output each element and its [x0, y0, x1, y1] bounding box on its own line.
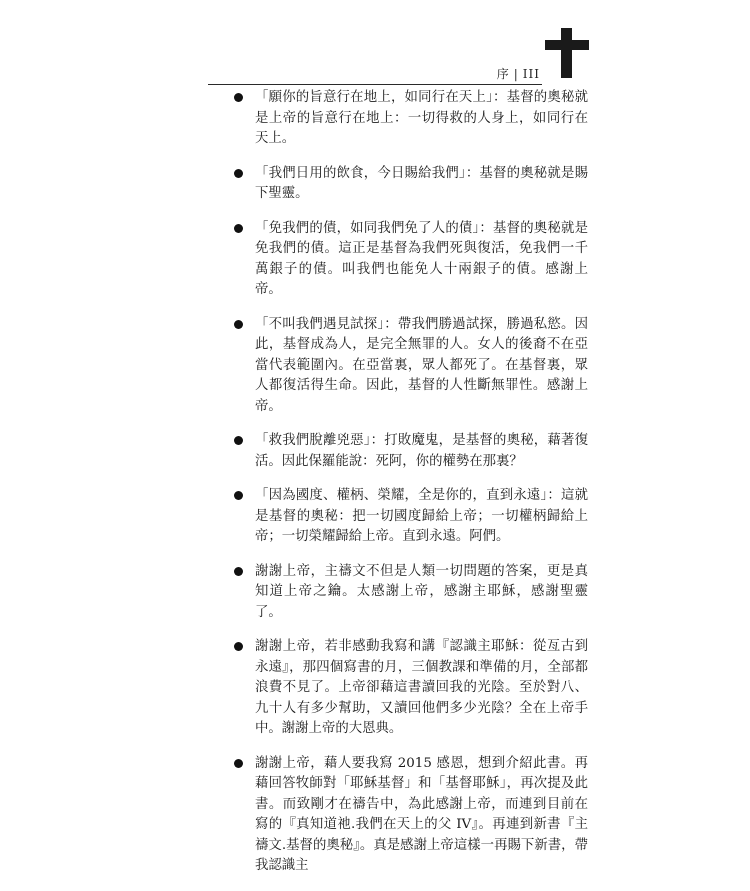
list-item-text: 「不叫我們遇見試探」：帶我們勝過試探，勝過私慾。因此，基督成為人，是完全無罪的人。女人的後裔不在亞當代表範圍內。在亞當裏，眾人都死了。在基督裏，眾人都復活得生命。因此，基督的人性斷無罪性。感謝上帝。 — [255, 316, 588, 414]
cross-horizontal-bar — [545, 40, 589, 50]
running-head — [430, 65, 540, 82]
list-item-text: 謝謝上帝，若非感動我寫和講『認識主耶穌：從亙古到永遠』，那四個寫書的月，三個教課和準備的月，全部都浪費不見了。上帝卻藉這書讀回我的光陰。至於對八、九十人有多少幫助，又讀回他們多少光陰？全在上帝手中。謝謝上帝的大恩典。 — [255, 639, 588, 736]
bullet-icon — [234, 436, 243, 445]
page-number: III — [522, 67, 540, 81]
bullet-icon — [234, 642, 243, 651]
cross-vertical-bar — [561, 28, 572, 78]
running-title: 序 — [496, 67, 510, 81]
list-item-text: 「救我們脫離兇惡」：打敗魔鬼，是基督的奧秘，藉著復活。因此保羅能說：死阿，你的權勢在那裏？ — [255, 433, 588, 469]
list-item — [228, 637, 588, 740]
list-item-text: 「因為國度、權柄、榮耀，全是你的，直到永遠」：這就是基督的奧秘：把一切國度歸給上帝；一切權柄歸給上帝；一切榮耀歸給上帝。直到永遠。阿們。 — [255, 488, 588, 544]
bullet-list — [228, 88, 588, 891]
bullet-icon — [234, 491, 243, 500]
list-item-text: 謝謝上帝，主禱文不但是人類一切問題的答案，更是真知道上帝之鑰。太感謝上帝，感謝主耶穌，感謝聖靈了。 — [255, 563, 588, 620]
list-item — [228, 88, 588, 150]
bullet-icon — [234, 224, 243, 233]
header-rule — [208, 84, 542, 85]
bullet-icon — [234, 759, 243, 768]
list-item-text: 「免我們的債，如同我們免了人的債」：基督的奧秘就是免我們的債。這正是基督為我們死與復活，免我們一千萬銀子的債。叫我們也能免人十兩銀子的債。感謝上帝。 — [255, 220, 588, 297]
header-separator: | — [513, 67, 519, 81]
list-item — [228, 562, 588, 624]
cross-icon — [545, 28, 589, 78]
list-item — [228, 315, 588, 418]
list-item-text: 「願你的旨意行在地上，如同行在天上」：基督的奧秘就是上帝的旨意行在地上：一切得救的人身上，如同行在天上。 — [255, 90, 588, 146]
bullet-icon — [234, 567, 243, 576]
list-item — [228, 219, 588, 301]
list-item — [228, 486, 588, 548]
list-item — [228, 164, 588, 205]
bullet-icon — [234, 93, 243, 102]
bullet-icon — [234, 320, 243, 329]
list-item-text: 謝謝上帝，藉人要我寫 2015 感恩，想到介紹此書。再藉回答牧師對「耶穌基督」和「基督耶穌」，再次提及此書。而致剛才在禱告中，為此感謝上帝，而連到目前在寫的『真知道祂.我們在天上的父 IV』。再連到新書『主禱文.基督的奧秘』。真是感謝上帝這樣一再賜下新書，帶我認識主 — [255, 755, 588, 873]
list-item — [228, 754, 588, 877]
list-item-text: 「我們日用的飲食，今日賜給我們」：基督的奧秘就是賜下聖靈。 — [255, 165, 588, 201]
list-item — [228, 431, 588, 472]
bullet-icon — [234, 169, 243, 178]
